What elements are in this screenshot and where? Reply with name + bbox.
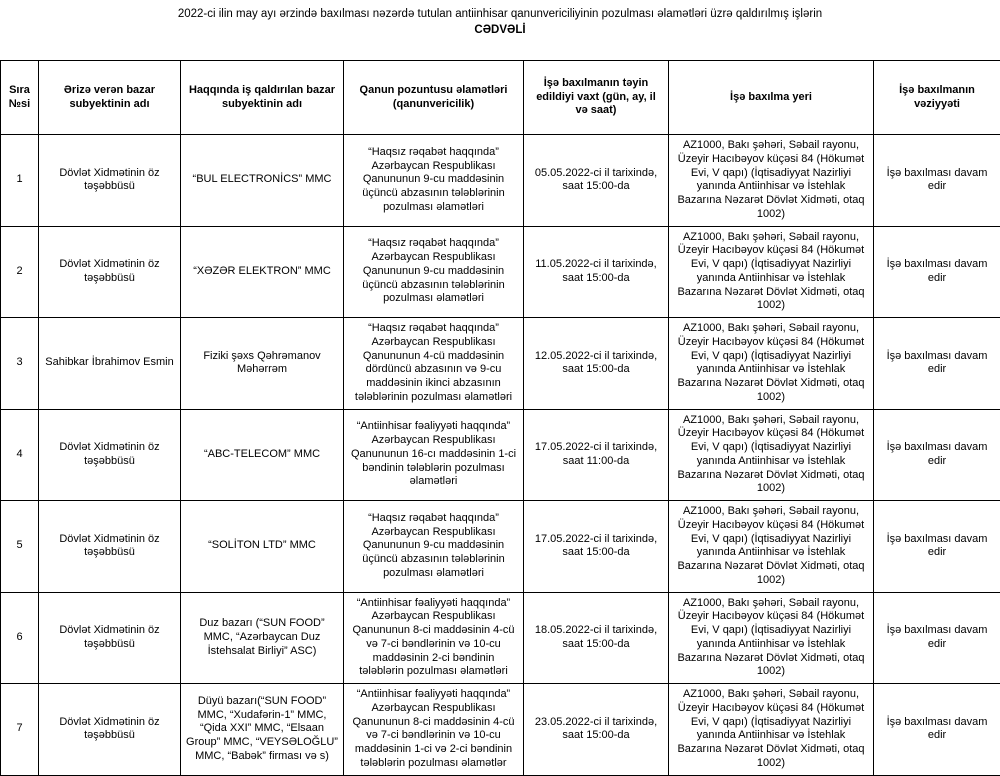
cell-datetime: 05.05.2022-ci il tarixində, saat 15:00-da bbox=[524, 135, 669, 227]
cell-subject: Düyü bazarı(“SUN FOOD” MMC, “Xudafərin-1” MMC, “Qida XXI” MMC, “Elsaan Group” MMC, “VEYSƏLOĞLU” MMC, “Babək” firması və s) bbox=[181, 684, 344, 776]
document-title-line1: 2022-ci ilin may ayı ərzində baxılması nəzərdə tutulan antiinhisar qanunvericiliyinin pozulması əlamətləri üzrə qaldırılmış işlərin bbox=[90, 7, 910, 23]
document-title bbox=[0, 7, 1000, 38]
header-cell-number: Sıra №si bbox=[1, 61, 39, 135]
cell-violation: “Haqsız rəqabət haqqında” Azərbaycan Respublikası Qanununun 9-cu maddəsinin üçüncü abzasının tələblərinin pozulması əlamətləri bbox=[344, 226, 524, 318]
cell-status: İşə baxılması davam edir bbox=[874, 409, 1000, 501]
cell-violation: “Haqsız rəqabət haqqında” Azərbaycan Respublikası Qanununun 9-cu maddəsinin üçüncü abzasının tələblərinin pozulması əlamətləri bbox=[344, 135, 524, 227]
table-row bbox=[1, 684, 1000, 776]
cell-number: 6 bbox=[1, 592, 39, 684]
cell-location: AZ1000, Bakı şəhəri, Səbail rayonu, Üzeyir Hacıbəyov küçəsi 84 (Hökumət Evi, V qapı) (İqtisadiyyat Nazirliyi yanında Antiinhisar və İstehlak Bazarına Nəzarət Dövlət Xidməti, otaq 1002) bbox=[669, 592, 874, 684]
cell-status: İşə baxılması davam edir bbox=[874, 501, 1000, 593]
cell-applicant: Dövlət Xidmətinin öz təşəbbüsü bbox=[39, 226, 181, 318]
cell-number: 7 bbox=[1, 684, 39, 776]
cell-number: 1 bbox=[1, 135, 39, 227]
cell-applicant: Sahibkar İbrahimov Esmin bbox=[39, 318, 181, 410]
cell-violation: “Haqsız rəqabət haqqında” Azərbaycan Respublikası Qanununun 4-cü maddəsinin dördüncü abzasının və 9-cu maddəsinin ikinci abzasının tələblərinin pozulması əlamətləri bbox=[344, 318, 524, 410]
header-cell-subject: Haqqında iş qaldırılan bazar subyektinin adı bbox=[181, 61, 344, 135]
table-row bbox=[1, 226, 1000, 318]
cell-violation: “Antiinhisar fəaliyyəti haqqında” Azərbaycan Respublikası Qanununun 8-ci maddəsinin 4-cü və 7-ci bəndlərinin və 10-cu maddəsinin 2-ci bəndinin tələblərin pozulması əlamətləri bbox=[344, 592, 524, 684]
table-body bbox=[1, 135, 1000, 776]
cell-status: İşə baxılması davam edir bbox=[874, 684, 1000, 776]
cell-applicant: Dövlət Xidmətinin öz təşəbbüsü bbox=[39, 409, 181, 501]
cell-applicant: Dövlət Xidmətinin öz təşəbbüsü bbox=[39, 592, 181, 684]
cell-datetime: 17.05.2022-ci il tarixində, saat 15:00-da bbox=[524, 501, 669, 593]
table-header bbox=[1, 61, 1000, 135]
cell-subject: Fiziki şəxs Qəhrəmanov Məhərrəm bbox=[181, 318, 344, 410]
cell-number: 5 bbox=[1, 501, 39, 593]
cell-number: 2 bbox=[1, 226, 39, 318]
header-cell-status: İşə baxılmanın vəziyyəti bbox=[874, 61, 1000, 135]
table-row bbox=[1, 318, 1000, 410]
table-row bbox=[1, 501, 1000, 593]
cell-applicant: Dövlət Xidmətinin öz təşəbbüsü bbox=[39, 501, 181, 593]
header-cell-applicant: Ərizə verən bazar subyektinin adı bbox=[39, 61, 181, 135]
cell-location: AZ1000, Bakı şəhəri, Səbail rayonu, Üzeyir Hacıbəyov küçəsi 84 (Hökumət Evi, V qapı) (İqtisadiyyat Nazirliyi yanında Antiinhisar və İstehlak Bazarına Nəzarət Dövlət Xidməti, otaq 1002) bbox=[669, 409, 874, 501]
cases-table bbox=[0, 60, 1000, 776]
cell-status: İşə baxılması davam edir bbox=[874, 318, 1000, 410]
cell-datetime: 23.05.2022-ci il tarixində, saat 15:00-da bbox=[524, 684, 669, 776]
cell-subject: Duz bazarı (“SUN FOOD” MMC, “Azərbaycan Duz İstehsalat Birliyi” ASC) bbox=[181, 592, 344, 684]
cell-violation: “Antiinhisar fəaliyyəti haqqında” Azərbaycan Respublikası Qanununun 16-cı maddəsinin 1-ci bəndinin tələblərin pozulması əlamətləri bbox=[344, 409, 524, 501]
document-title-line2: CƏDVƏLİ bbox=[90, 23, 910, 39]
header-cell-location: İşə baxılma yeri bbox=[669, 61, 874, 135]
cell-datetime: 11.05.2022-ci il tarixində, saat 15:00-da bbox=[524, 226, 669, 318]
cell-location: AZ1000, Bakı şəhəri, Səbail rayonu, Üzeyir Hacıbəyov küçəsi 84 (Hökumət Evi, V qapı) (İqtisadiyyat Nazirliyi yanında Antiinhisar və İstehlak Bazarına Nəzarət Dövlət Xidməti, otaq 1002) bbox=[669, 226, 874, 318]
cell-location: AZ1000, Bakı şəhəri, Səbail rayonu, Üzeyir Hacıbəyov küçəsi 84 (Hökumət Evi, V qapı) (İqtisadiyyat Nazirliyi yanında Antiinhisar və İstehlak Bazarına Nəzarət Dövlət Xidməti, otaq 1002) bbox=[669, 501, 874, 593]
table-header-row bbox=[1, 61, 1000, 135]
table-row bbox=[1, 135, 1000, 227]
cell-location: AZ1000, Bakı şəhəri, Səbail rayonu, Üzeyir Hacıbəyov küçəsi 84 (Hökumət Evi, V qapı) (İqtisadiyyat Nazirliyi yanında Antiinhisar və İstehlak Bazarına Nəzarət Dövlət Xidməti, otaq 1002) bbox=[669, 135, 874, 227]
cell-subject: “BUL ELECTRONİCS” MMC bbox=[181, 135, 344, 227]
cell-number: 4 bbox=[1, 409, 39, 501]
cell-subject: “XƏZƏR ELEKTRON” MMC bbox=[181, 226, 344, 318]
table-row bbox=[1, 409, 1000, 501]
cell-subject: “ABC-TELECOM” MMC bbox=[181, 409, 344, 501]
cell-location: AZ1000, Bakı şəhəri, Səbail rayonu, Üzeyir Hacıbəyov küçəsi 84 (Hökumət Evi, V qapı) (İqtisadiyyat Nazirliyi yanında Antiinhisar və İstehlak Bazarına Nəzarət Dövlət Xidməti, otaq 1002) bbox=[669, 318, 874, 410]
cell-violation: “Haqsız rəqabət haqqında” Azərbaycan Respublikası Qanununun 9-cu maddəsinin üçüncü abzasının tələblərinin pozulması əlamətləri bbox=[344, 501, 524, 593]
cell-violation: “Antiinhisar fəaliyyəti haqqında” Azərbaycan Respublikası Qanununun 8-ci maddəsinin 4-cü və 7-ci bəndlərinin və 10-cu maddəsinin 1-ci və 2-ci bəndinin tələblərin pozulması əlamətlər bbox=[344, 684, 524, 776]
cell-location: AZ1000, Bakı şəhəri, Səbail rayonu, Üzeyir Hacıbəyov küçəsi 84 (Hökumət Evi, V qapı) (İqtisadiyyat Nazirliyi yanında Antiinhisar və İstehlak Bazarına Nəzarət Dövlət Xidməti, otaq 1002) bbox=[669, 684, 874, 776]
header-cell-violation: Qanun pozuntusu əlamətləri (qanunvericilik) bbox=[344, 61, 524, 135]
cell-status: İşə baxılması davam edir bbox=[874, 592, 1000, 684]
cell-status: İşə baxılması davam edir bbox=[874, 135, 1000, 227]
cell-datetime: 18.05.2022-ci il tarixində, saat 15:00-da bbox=[524, 592, 669, 684]
cell-applicant: Dövlət Xidmətinin öz təşəbbüsü bbox=[39, 135, 181, 227]
cell-datetime: 12.05.2022-ci il tarixində, saat 15:00-da bbox=[524, 318, 669, 410]
cell-subject: “SOLİTON LTD” MMC bbox=[181, 501, 344, 593]
cell-number: 3 bbox=[1, 318, 39, 410]
cell-datetime: 17.05.2022-ci il tarixində, saat 11:00-da bbox=[524, 409, 669, 501]
cell-applicant: Dövlət Xidmətinin öz təşəbbüsü bbox=[39, 684, 181, 776]
cell-status: İşə baxılması davam edir bbox=[874, 226, 1000, 318]
table-row bbox=[1, 592, 1000, 684]
header-cell-datetime: İşə baxılmanın təyin edildiyi vaxt (gün, ay, il və saat) bbox=[524, 61, 669, 135]
